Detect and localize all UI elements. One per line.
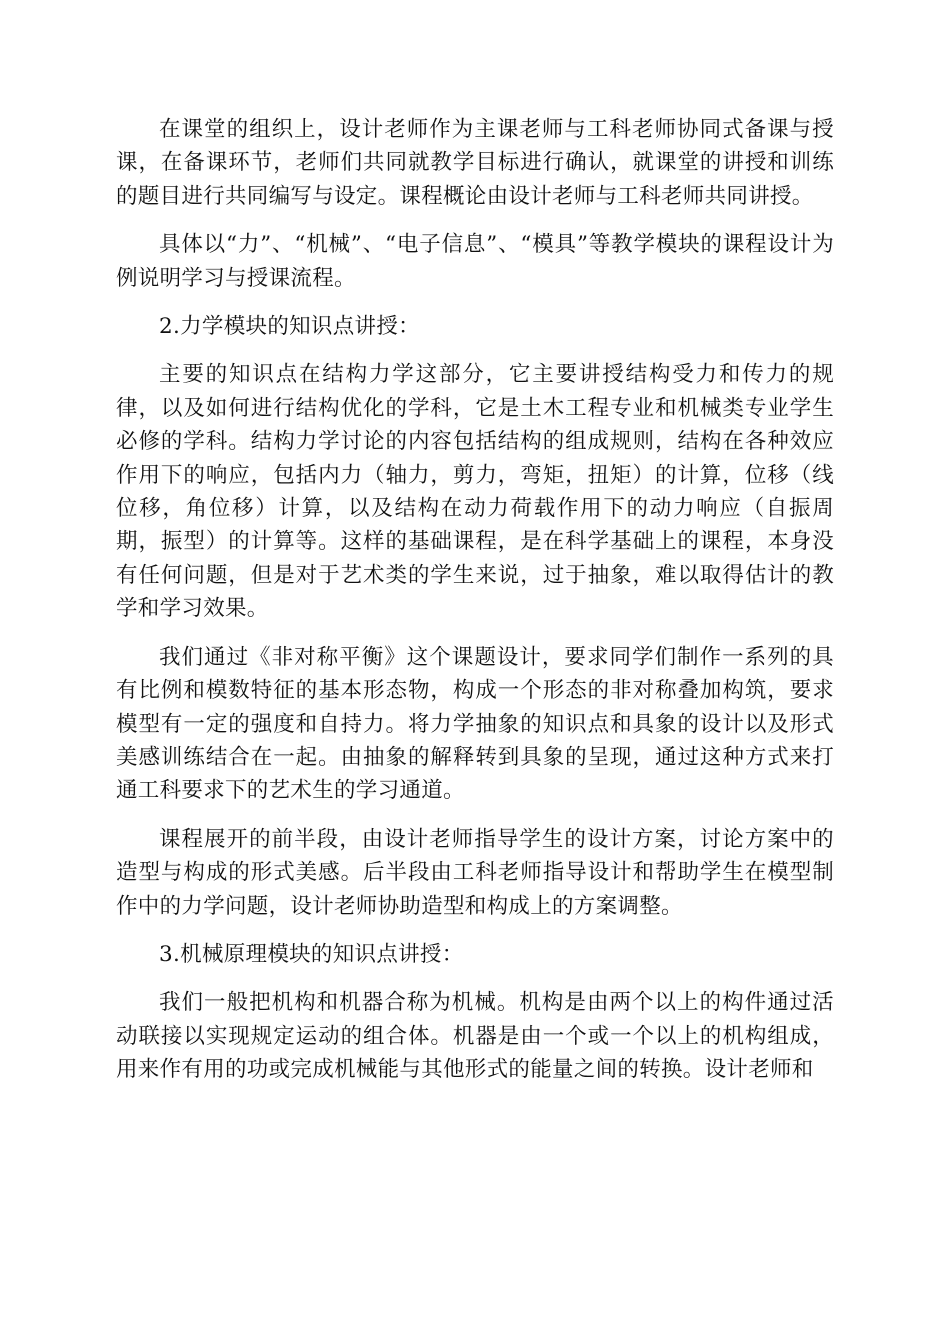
paragraph-course-phases: 课程展开的前半段，由设计老师指导学生的设计方案，讨论方案中的造型与构成的形式美感。后半段由工科老师指导设计和帮助学生在模型制作中的力学问题，设计老师协助造型和构成上的方案调整。 — [116, 826, 834, 919]
document-page — [116, 113, 834, 1102]
paragraph-asymmetric-balance: 我们通过《非对称平衡》这个课题设计，要求同学们制作一系列的具有比例和模数特征的基本形态物，构成一个形态的非对称叠加构筑，要求模型有一定的强度和自持力。将力学抽象的知识点和具象的设计以及形式美感训练结合在一起。由抽象的解释转到具象的呈现，通过这种方式来打通工科要求下的艺术生的学习通道。 — [116, 644, 834, 804]
paragraph-structural-mechanics: 主要的知识点在结构力学这部分，它主要讲授结构受力和传力的规律，以及如何进行结构优化的学科，它是土木工程专业和机械类专业学生必修的学科。结构力学讨论的内容包括结构的组成规则，结构在各种效应作用下的响应，包括内力（轴力，剪力，弯矩，扭矩）的计算，位移（线位移，角位移）计算，以及结构在动力荷载作用下的动力响应（自振周期，振型）的计算等。这样的基础课程，是在科学基础上的课程，本身没有任何问题，但是对于艺术类的学生来说，过于抽象，难以取得估计的教学和学习效果。 — [116, 362, 834, 622]
paragraph-module-examples: 具体以“力”、“机械”、“电子信息”、“模具”等教学模块的课程设计为例说明学习与授课流程。 — [116, 232, 834, 291]
section-heading-machine-principles: 3.机械原理模块的知识点讲授： — [159, 941, 464, 967]
paragraph-machines: 我们一般把机构和机器合称为机械。机构是由两个以上的构件通过活动联接以实现规定运动的组合体。机器是由一个或一个以上的机构组成，用来作有用的功或完成机械能与其他形式的能量之间的转换。设计老师和 — [116, 990, 834, 1083]
paragraph-class-organization: 在课堂的组织上，设计老师作为主课老师与工科老师协同式备课与授课，在备课环节，老师们共同就教学目标进行确认，就课堂的讲授和训练的题目进行共同编写与设定。课程概论由设计老师与工科老师共同讲授。 — [116, 117, 834, 209]
section-heading-mechanics: 2.力学模块的知识点讲授： — [159, 314, 420, 340]
